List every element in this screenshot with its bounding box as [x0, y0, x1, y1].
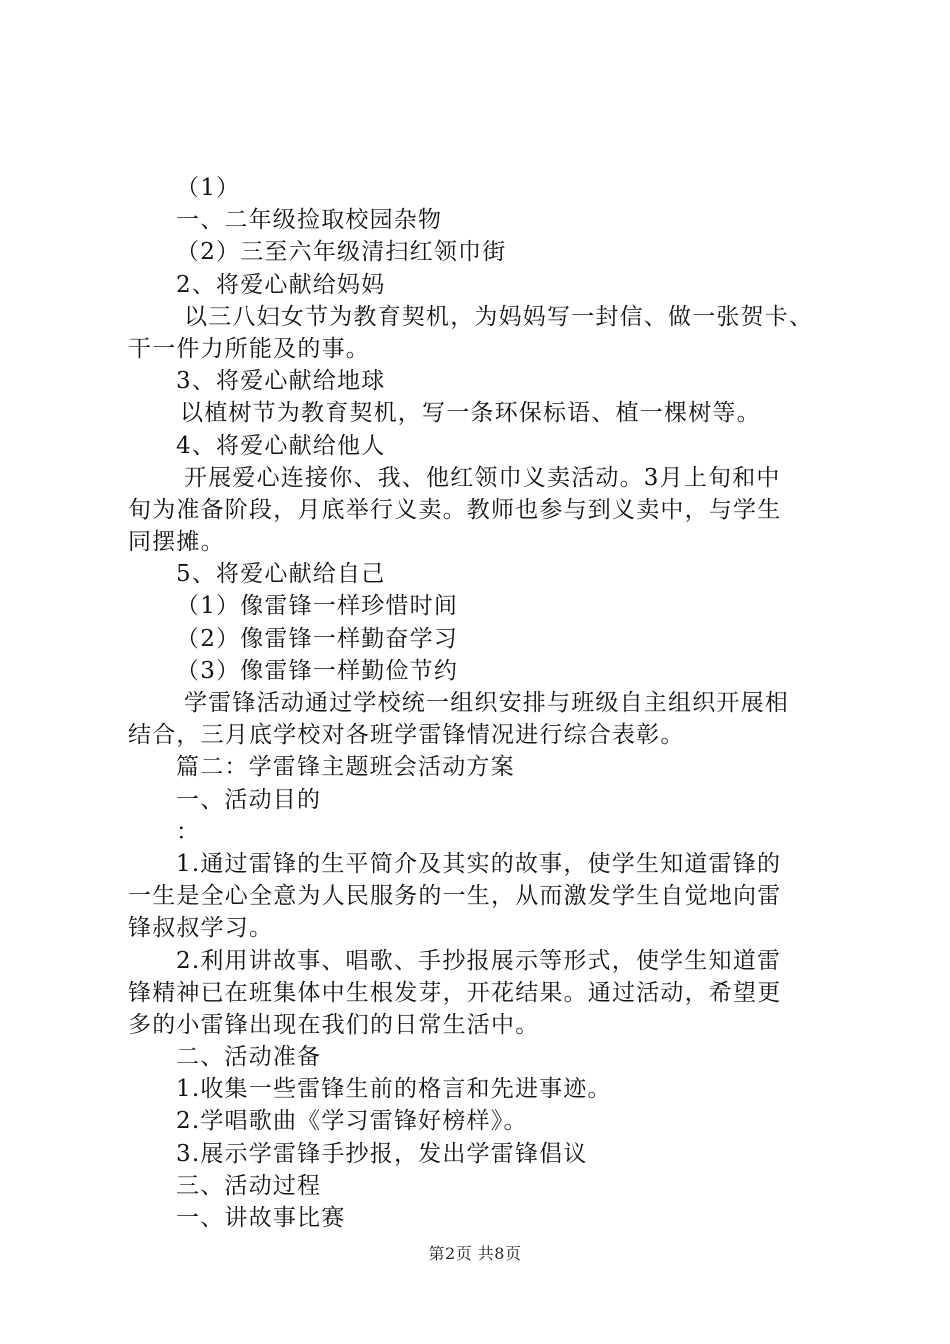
section-heading: 一、活动目的 [176, 786, 322, 813]
text-line: 4、将爱心献给他人 [176, 432, 386, 459]
text-line: 2.利用讲故事、唱歌、手抄报展示等形式，使学生知道雷 [176, 947, 782, 974]
text-line: 3、将爱心献给地球 [176, 368, 386, 395]
document-body [128, 172, 834, 1234]
text-line: （1） [176, 175, 241, 201]
text-line: ： [176, 818, 201, 845]
text-line: （3）像雷锋一样勤俭节约 [176, 657, 459, 684]
text-line: 同摆摊。 [128, 529, 225, 556]
text-line: 3.展示学雷锋手抄报，发出学雷锋倡议 [176, 1140, 588, 1167]
section-heading: 三、活动过程 [176, 1172, 322, 1199]
text-line: （2）像雷锋一样勤奋学习 [176, 625, 459, 652]
text-line: 一、二年级捡取校园杂物 [176, 207, 443, 234]
text-line: 学雷锋活动通过学校统一组织安排与班级自主组织开展相 [184, 690, 789, 716]
text-line: 2.学唱歌曲《学习雷锋好榜样》。 [176, 1108, 528, 1135]
text-line: 一、讲故事比赛 [176, 1205, 346, 1231]
text-line: 锋叔叔学习。 [128, 915, 274, 942]
text-line: 1.通过雷锋的生平简介及其实的故事，使学生知道雷锋的 [176, 850, 782, 877]
section-heading: 篇二：学雷锋主题班会活动方案 [176, 754, 515, 781]
text-line: （2）三至六年级清扫红领巾街 [176, 239, 507, 266]
text-line: 锋精神已在班集体中生根发芽，开花结果。通过活动，希望更 [128, 979, 782, 1006]
text-line: 1.收集一些雷锋生前的格言和先进事迹。 [176, 1076, 612, 1103]
text-line: 旬为准备阶段，月底举行义卖。教师也参与到义卖中，与学生 [128, 496, 782, 523]
text-line: 以植树节为教育契机，写一条环保标语、植一棵树等。 [180, 400, 761, 427]
text-line: 结合，三月底学校对各班学雷锋情况进行综合表彰。 [128, 722, 685, 749]
text-line: 多的小雷锋出现在我们的日常生活中。 [128, 1011, 540, 1038]
text-line: （1）像雷锋一样珍惜时间 [176, 593, 459, 620]
text-line: 一生是全心全意为人民服务的一生，从而激发学生自觉地向雷 [128, 883, 782, 910]
page-number-footer: 第2页 共8页 [428, 1244, 522, 1263]
text-line: 2、将爱心献给妈妈 [176, 271, 386, 298]
text-line: 干一件力所能及的事。 [128, 335, 370, 362]
text-line: 开展爱心连接你、我、他红领巾义卖活动。3月上旬和中 [184, 464, 781, 491]
text-line: 以三八妇女节为教育契机，为妈妈写一封信、做一张贺卡、 [184, 303, 814, 330]
text-line: 5、将爱心献给自己 [176, 561, 386, 588]
section-heading: 二、活动准备 [176, 1044, 322, 1071]
